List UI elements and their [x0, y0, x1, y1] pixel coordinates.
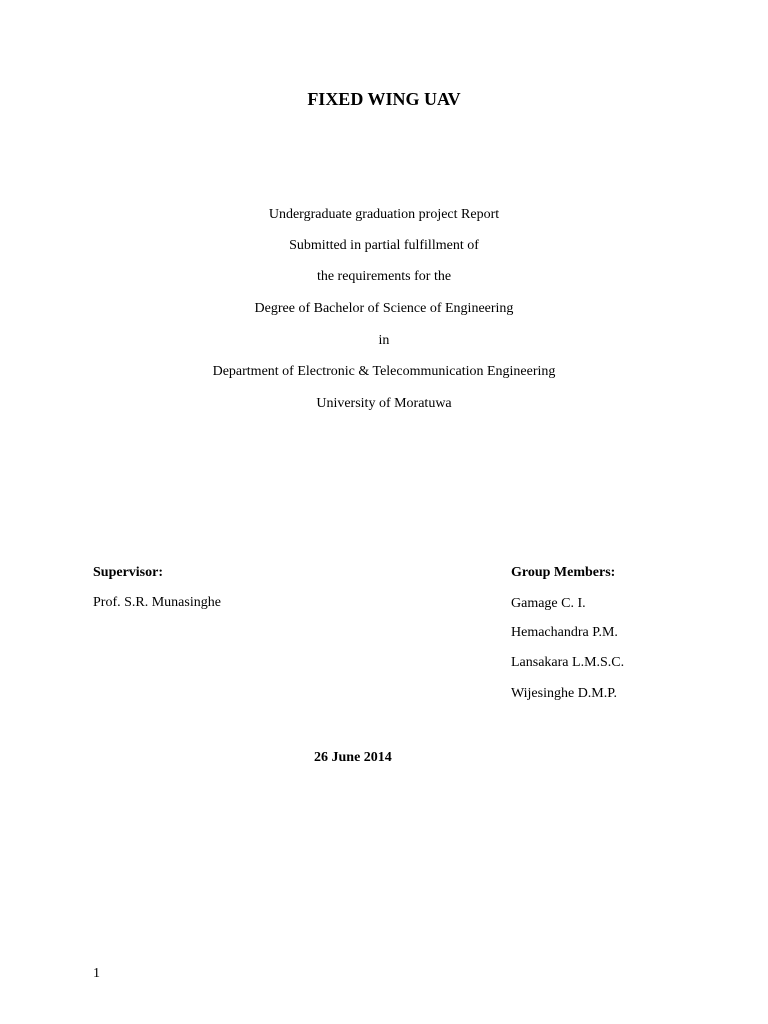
page-number: 1 [93, 966, 100, 981]
description-line-5: in [378, 333, 390, 348]
group-member-1: Gamage C. I. [511, 596, 586, 611]
submission-date: 26 June 2014 [314, 750, 392, 765]
document-title: FIXED WING UAV [307, 89, 461, 109]
supervisor-label: Supervisor: [93, 565, 163, 580]
description-line-4: Degree of Bachelor of Science of Engineering [254, 301, 514, 316]
description-line-3: the requirements for the [316, 269, 452, 284]
group-member-2: Hemachandra P.M. [511, 625, 618, 640]
group-members-label: Group Members: [511, 565, 616, 580]
group-member-4: Wijesinghe D.M.P. [511, 686, 617, 701]
description-line-6: Department of Electronic & Telecommunication Engineering [212, 364, 556, 379]
description-line-1: Undergraduate graduation project Report [268, 207, 500, 222]
supervisor-name: Prof. S.R. Munasinghe [93, 595, 221, 610]
group-member-3: Lansakara L.M.S.C. [511, 655, 625, 670]
description-line-7: University of Moratuwa [316, 396, 452, 411]
description-line-2: Submitted in partial fulfillment of [289, 238, 479, 253]
